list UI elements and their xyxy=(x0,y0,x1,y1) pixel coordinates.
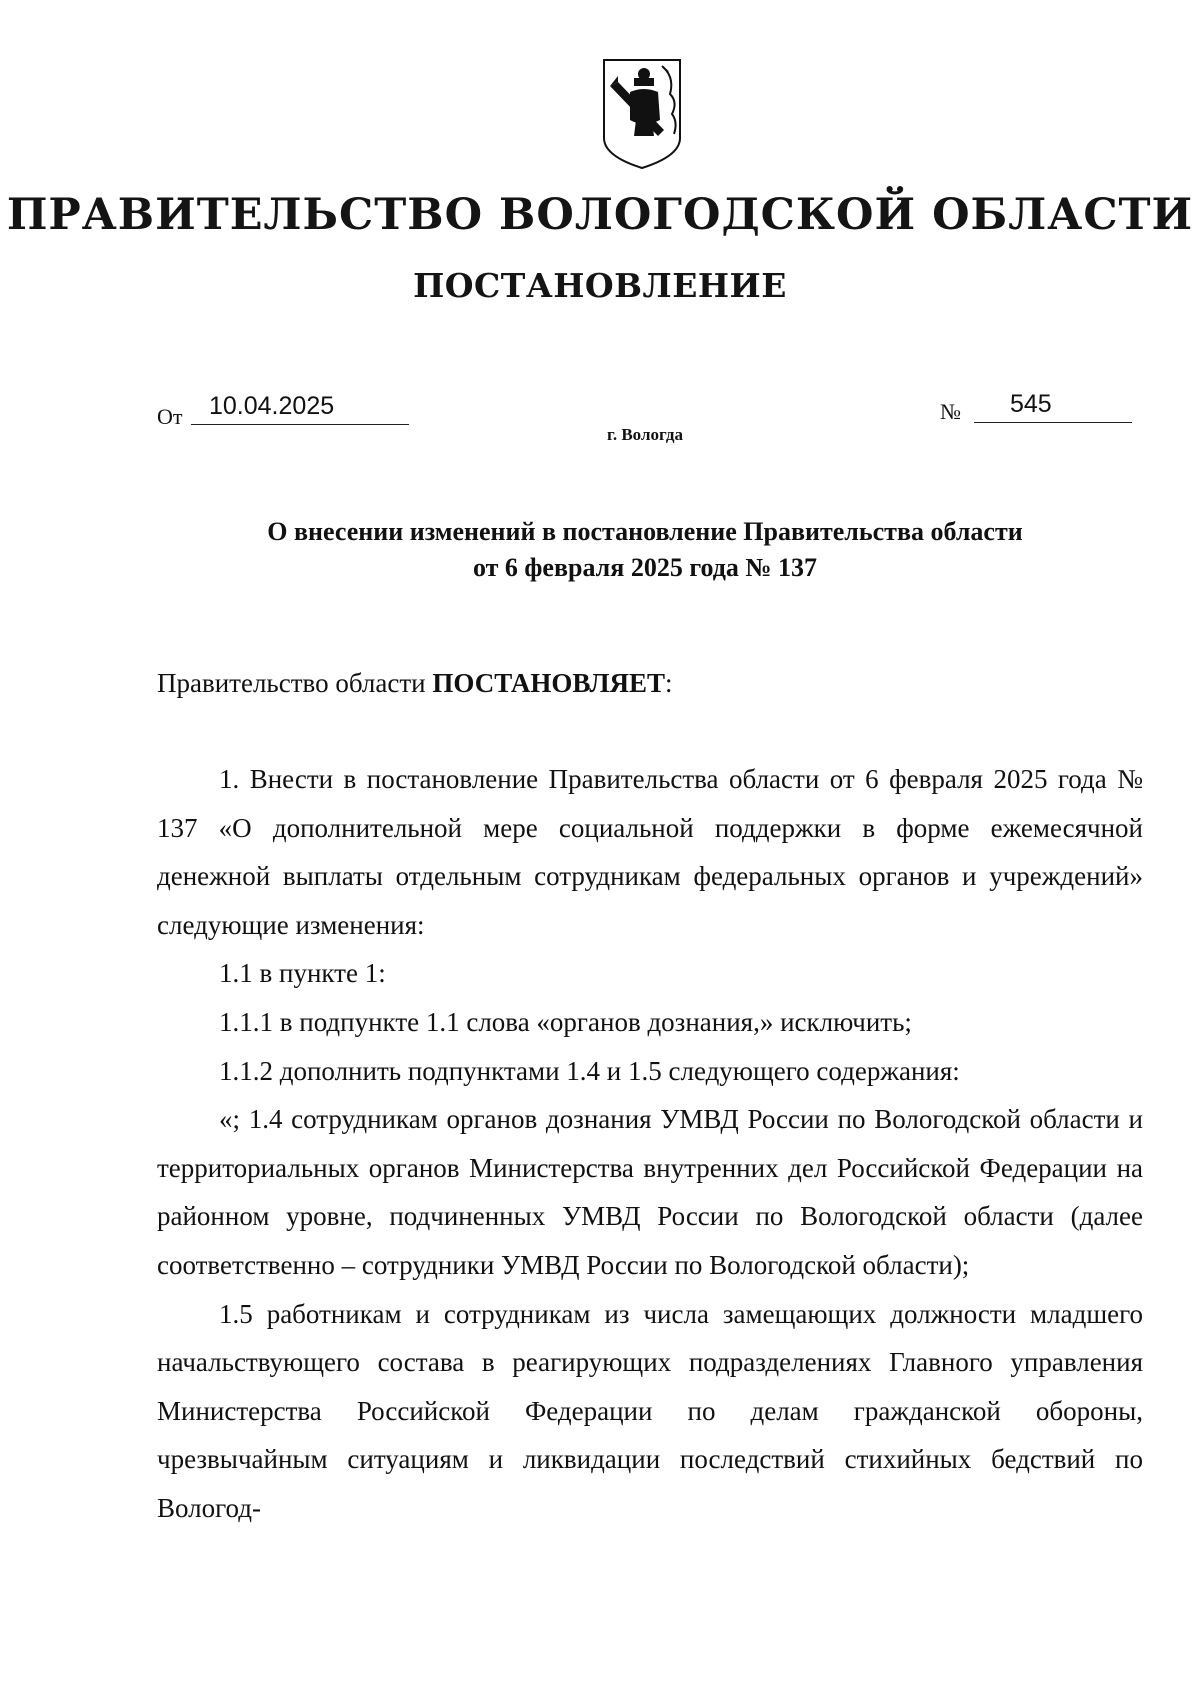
intro-text: Правительство области xyxy=(157,668,433,698)
organization-name: ПРАВИТЕЛЬСТВО ВОЛОГОДСКОЙ ОБЛАСТИ xyxy=(6,190,1194,240)
document-body xyxy=(157,755,1143,1533)
date-prefix: От xyxy=(157,404,183,429)
intro-suffix: : xyxy=(664,668,673,698)
city: г. Вологда xyxy=(607,425,683,444)
title-line-2: от 6 февраля 2025 года № 137 xyxy=(472,553,818,582)
document-date: 10.04.2025 xyxy=(191,392,409,425)
coat-of-arms-icon xyxy=(600,56,684,172)
paragraph: 1.1.1 в подпункте 1.1 слова «органов дознания,» исключить; xyxy=(219,1006,912,1037)
paragraph: 1.1 в пункте 1: xyxy=(219,958,386,989)
paragraph: 1.1.2 дополнить подпунктами 1.4 и 1.5 следующего содержания: xyxy=(219,1055,960,1086)
intro-emphasis: ПОСТАНОВЛЯЕТ xyxy=(432,668,665,698)
resolution-intro xyxy=(157,668,673,699)
document-number: 545 xyxy=(974,390,1132,423)
document-title xyxy=(0,514,1200,586)
title-line-1: О внесении изменений в постановление Правительства области xyxy=(267,517,1023,546)
paragraph: 1. Внести в постановление Правительства области от 6 февраля 2025 года № 137 «О дополнительной мере социальной поддержки в форме ежемесячной денежной выплаты отдельным сотрудникам федеральных органов и учреждений» следующие изменения: xyxy=(157,764,1143,940)
document-type: ПОСТАНОВЛЕНИЕ xyxy=(413,266,787,305)
number-prefix: № xyxy=(940,399,961,424)
paragraph: 1.5 работникам и сотрудникам из числа замещающих должности младшего начальствующего состава в реагирующих подразделениях Главного управления Министерства Российской Федерации по делам гражданской обороны, чрезвычайным ситуациям и ликвидации последствий стихийных бедствий по Вологод- xyxy=(157,1298,1143,1523)
paragraph: «; 1.4 сотрудникам органов дознания УМВД России по Вологодской области и территориальных органов Министерства внутренних дел Российской Федерации на районном уровне, подчиненных УМВД России по Вологодской области (далее соответственно – сотрудники УМВД России по Вологодской области); xyxy=(157,1104,1143,1280)
